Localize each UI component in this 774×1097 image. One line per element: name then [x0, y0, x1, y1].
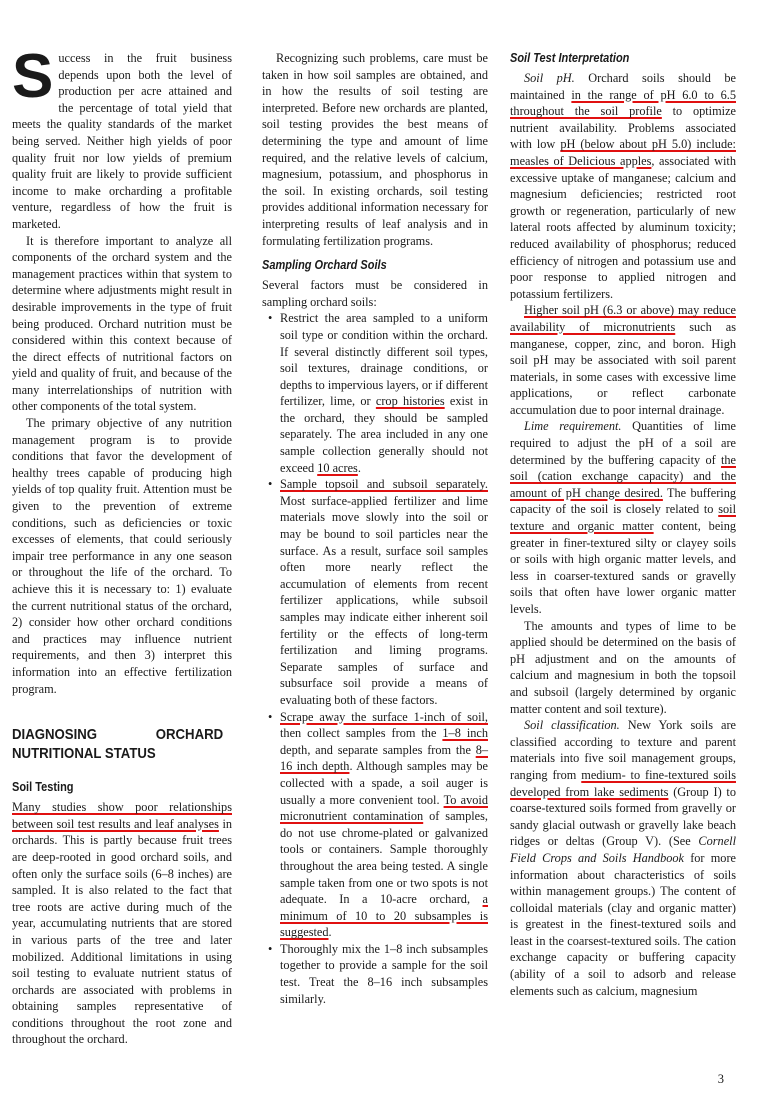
red-underline-annotation: 10 acres	[317, 460, 358, 475]
red-underline-annotation: Sample topsoil and subsoil separately.	[280, 477, 488, 492]
column-right	[510, 50, 736, 999]
subheading-soil-testing: Soil Testing	[12, 780, 74, 795]
section-heading-diagnosing: DIAGNOSING ORCHARD NUTRITIONAL STATUS	[12, 726, 224, 763]
paragraph-soil-classification: Soil classification. New York soils are classified according to texture and parent materials into five soil management groups, ranging from medium- to fine-textured soils developed from lake sediments (Group I) to coarse-textured soils formed from gravelly or sandy glacial outwash or gravelly lake beach ridges or deltas (Group V). (See Cornell Field Crops and Soils Handbook for more information about characteristics of soils within management groups.) The content of colloidal materials (clay and organic matter) is greatest in the finest-textured soils and least in the coarsest-textured soils. The cation exchange capacity or buffering capacity (ability of a soil to adsorb and release elements such as calcium, magnesium	[510, 718, 737, 998]
red-underline-annotation: Many studies show poor relationships between soil test results and leaf analyses	[12, 800, 232, 831]
red-underline-annotation: in the range of pH 6.0 to 6.5 throughout the soil profile	[510, 87, 736, 119]
paragraph-recognizing-problems: Recognizing such problems, care must be taken in how soil samples are obtained, and in how the results of soil testing are interpreted. Before new orchards are planted, soil testing provides the best means of determining the type and amount of lime required, and the relative levels of calcium, magnesium, potassium, and phosphorus in the soil. In existing orchards, soil testing provides additional information necessary for interpreting results of leaf analysis and in formulating fertilization programs.	[262, 51, 488, 248]
intro-paragraph: Success in the fruit business depends upon both the level of production per acre attained and the percentage of total yield that meets the quality standards of the market being served. Neither high yields of poor quality fruit nor low yields of premium quality fruit are likely to provide sufficient income to make orcharding a profitable venture, regardless of how the fruit is marketed.	[12, 42, 232, 231]
red-underline-annotation: the soil (cation exchange capacity) and the amount of pH change desired.	[510, 452, 736, 500]
paragraph-lime-amounts: The amounts and types of lime to be applied should be determined on the basis of pH adjustment and on the amounts of calcium and magnesium in both the topsoil and subsoil (largely determined by organic matter content and soil texture).	[510, 618, 736, 716]
column-left	[12, 42, 233, 1048]
subheading-soil-test-interpretation: Soil Test Interpretation	[510, 51, 630, 65]
red-underline-annotation: 1–8 inch	[442, 726, 488, 741]
term-soil-classification: Soil classification.	[524, 718, 620, 733]
red-underline-annotation: Scrape away the surface 1-inch of soil,	[280, 709, 488, 724]
subheading-sampling-orchard-soils: Sampling Orchard Soils	[262, 258, 387, 273]
term-lime-requirement: Lime requirement.	[524, 419, 622, 434]
handbook-reference: Cornell Field Crops and Soils Handbook	[510, 834, 736, 865]
bullet-scrape-surface: • Scrape away the surface 1-inch of soil, then collect samples from the 1–8 inch depth, and separate samples from the 8–16 inch depth. Although samples may be collected with a spade, a soil auger is usually a more convenient tool. To avoid micronutrient contamination of samples, do not use chrome-plated or galvanized tools or containers. Sample thoroughly throughout the area being tested. A single sample taken from one or two spots is not adequate. In a 10-acre orchard, a minimum of 10 to 20 subsamples is suggested.	[262, 709, 488, 941]
red-underline-annotation: pH (below about pH 5.0) include: measles of Delicious apples	[510, 137, 736, 168]
page-number: 3	[717, 1072, 724, 1086]
red-underline-annotation: soil texture and organic matter	[510, 502, 736, 534]
red-underline-annotation: crop histories	[375, 394, 445, 409]
bullet-uniform-area: • Restrict the area sampled to a uniform soil type or condition within the orchard. If several distinctly different soil types, soil textures, drainage conditions, or depths to impervious layers, or if different fertilizer, lime, or crop histories exist in the orchard, they should be sampled separately. The area included in any one sample collection generally should not exceed 10 acres.	[262, 310, 488, 476]
red-underline-annotation: a minimum of 10 to 20 subsamples is suggested	[280, 892, 488, 940]
paragraph-soil-ph: Soil pH. Orchard soils should be maintained in the range of pH 6.0 to 6.5 throughout the soil profile to optimize nutrient availability. Problems associated with low pH (below about pH 5.0) include: measles of Delicious apples, associated with excessive uptake of manganese; calcium and magnesium deficiencies; restricted root growth or regeneration, particularly of new lateral roots affected by aluminum toxicity; reduced availability of phosphorus; reduced efficiency of nitrogen and potassium use and poor response to applied nitrogen and potassium fertilizers.	[510, 71, 736, 301]
red-underline-annotation: Higher soil pH (6.3 or above) may reduce availability of micronutrients	[510, 303, 736, 334]
drop-cap-letter: S	[12, 42, 54, 111]
term-soil-ph: Soil pH.	[524, 71, 575, 85]
paragraph-primary-objective: The primary objective of any nutrition management program is to provide conditions that favor the development of healthy trees capable of producing high yields of top quality fruit. Attention must be given to the prevention of extreme conditions, such as deficiencies or toxic excesses of elements, that could seriously impair tree performance in any one season or throughout the life of the orchard. To achieve this it is necessary to: 1) evaluate the current nutritional status of the orchard, 2) consider how other orchard conditions and practices may influence nutrient requirements, and then 3) interpret this information into an effective fertilization program.	[12, 416, 232, 696]
paragraph-soil-testing: Many studies show poor relationships between soil test results and leaf analyses in orchards. This is partly because fruit trees are deep-rooted in good orchard soils, and often only the surface soils (6–8 inches) are sampled. It is also related to the fact that tree roots are active during much of the year, accumulating nutrients that are stored in various parts of the tree and later mobilized. Additional limitations in using soil testing to evaluate nutrient status of orchards are associated with problems in obtaining samples representative of conditions throughout the root zone and throughout the orchard.	[12, 800, 233, 1047]
column-middle	[262, 50, 488, 1007]
paragraph-sampling-intro: Several factors must be considered in sampling orchard soils:	[262, 278, 488, 309]
paragraph-higher-ph: Higher soil pH (6.3 or above) may reduce availability of micronutrients such as manganese, copper, zinc, and boron. High soil pH may be associated with soil parent materials, in some cases with excessive lime applications, or reflect carbonate accumulation due to poor internal drainage.	[510, 303, 736, 417]
bullet-topsoil-subsoil: • Sample topsoil and subsoil separately. Most surface-applied fertilizer and lime materials move slowly into the soil or may be bound to soil particles near the surface. As a result, surface soil samples often more nearly reflect the accumulation of elements from recent fertilizer applications, while subsoil samples may indicate either inherent soil fertility or the effects of long-term fertilization and liming programs. Separate samples of surface and subsurface soil provide a means of evaluating both of these factors.	[262, 476, 488, 708]
bullet-mix-subsamples: • Thoroughly mix the 1–8 inch subsamples together to provide a sample for the soil test. Treat the 8–16 inch subsamples similarly.	[262, 941, 488, 1007]
paragraph-lime-requirement: Lime requirement. Quantities of lime required to adjust the pH of a soil are determined by the buffering capacity of the soil (cation exchange capacity) and the amount of pH change desired. The buffering capacity of the soil is closely related to soil texture and organic matter content, being greater in finer-textured silty or clayey soils or soils with high organic matter levels, and less in coarser-textured sands or gravelly soils that often have lower organic matter levels.	[510, 419, 737, 616]
red-underline-annotation: medium- to fine-textured soils developed from lake sediments	[510, 767, 736, 799]
paragraph-analyze-components: It is therefore important to analyze all components of the orchard system and the management practices within that system to determine where adjustments might result in desirable improvements in the type of fruit being produced. Orchard nutrition must be considered within this context because of the direct effects of nutritional factors on yield and quality of fruit, and because of the many interrelationships of nutrition with other components of the total system.	[12, 233, 232, 414]
red-underline-annotation: To avoid micronutrient contamination	[280, 792, 488, 824]
sampling-bullet-list	[262, 310, 488, 1007]
red-underline-annotation: 8–16 inch depth	[280, 742, 488, 774]
